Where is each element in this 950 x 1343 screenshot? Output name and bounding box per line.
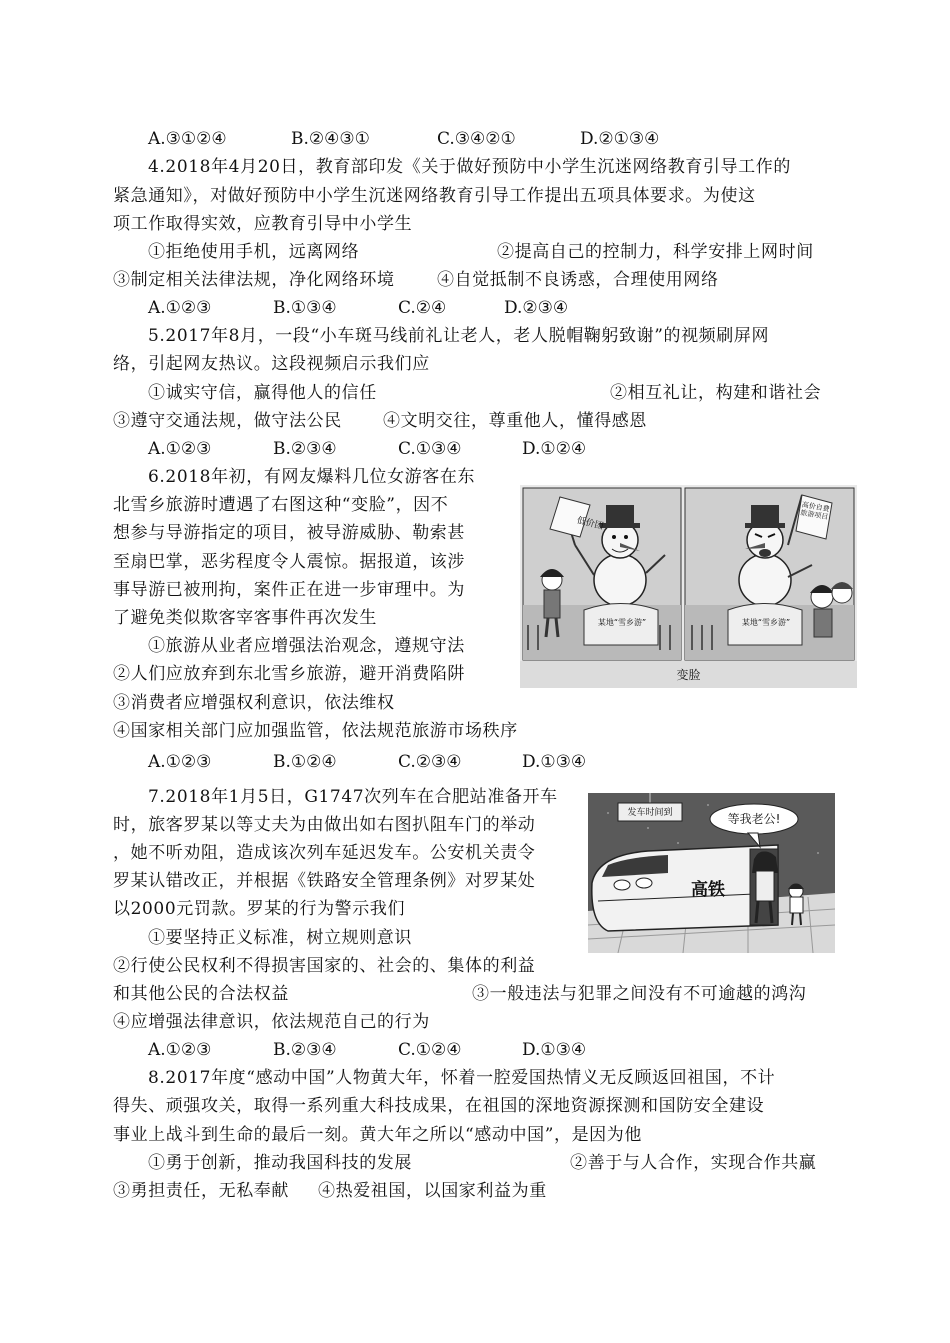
q7-train-label: 高铁 bbox=[691, 880, 725, 900]
q8-stem-line-1: 8.2017年度“感动中国”人物黄大年，怀着一腔爱国热情义无反顾返回祖国，不计 bbox=[148, 1068, 776, 1088]
q7-stem-line-2: 时，旅客罗某以等丈夫为由做出如右图扒阻车门的举动 bbox=[113, 815, 536, 835]
q4-option-b: B.①③④ bbox=[273, 298, 337, 318]
q7-stem-line-1: 7.2018年1月5日，G1747次列车在合肥站准备开车 bbox=[148, 787, 558, 807]
q6-cartoon-figure bbox=[520, 485, 857, 688]
q6-statement-3: ③消费者应增强权利意识，依法维权 bbox=[113, 693, 395, 713]
q6-left-flag-text: 低价团 bbox=[575, 515, 605, 533]
q6-stem-line-6: 了避免类似欺客宰客事件再次发生 bbox=[113, 608, 377, 628]
q7-speech-bubble-text: 等我老公! bbox=[727, 812, 781, 826]
q5-statement-1: ①诚实守信，赢得他人的信任 bbox=[148, 383, 377, 403]
q3-option-b: B.②④③① bbox=[291, 129, 370, 149]
q5-option-b: B.②③④ bbox=[273, 439, 337, 459]
q5-option-c: C.①③④ bbox=[398, 439, 462, 459]
q7-statement-2b: 和其他公民的合法权益 bbox=[113, 984, 289, 1004]
q6-statement-1: ①旅游从业者应增强法治观念，遵规守法 bbox=[148, 636, 465, 656]
q7-option-c: C.①②④ bbox=[398, 1040, 462, 1060]
q3-option-a: A.③①②④ bbox=[148, 129, 227, 149]
q7-statement-4: ④应增强法律意识，依法规范自己的行为 bbox=[113, 1012, 430, 1032]
q6-stem-line-5: 事导游已被刑拘，案件正在进一步审理中。为 bbox=[113, 580, 465, 600]
q7-cartoon-figure bbox=[588, 793, 835, 953]
q8-statement-2: ②善于与人合作，实现合作共赢 bbox=[570, 1153, 817, 1173]
q5-option-a: A.①②③ bbox=[148, 439, 212, 459]
q6-stem-line-4: 至扇巴掌，恶劣程度令人震惊。据报道，该涉 bbox=[113, 552, 465, 572]
q6-left-sign-text: 某地“雪乡游” bbox=[597, 618, 647, 627]
q3-option-d: D.②①③④ bbox=[580, 129, 660, 149]
q5-statement-3: ③遵守交通法规，做守法公民 bbox=[113, 411, 342, 431]
q6-statement-2: ②人们应放弃到东北雪乡旅游，避开消费陷阱 bbox=[113, 664, 465, 684]
q6-stem-line-3: 想参与导游指定的项目，被导游威胁、勒索甚 bbox=[113, 523, 465, 543]
q6-stem-line-2: 北雪乡旅游时遭遇了右图这种“变脸”，因不 bbox=[113, 495, 449, 515]
q7-statement-1: ①要坚持正义标准，树立规则意识 bbox=[148, 928, 412, 948]
q5-statement-4: ④文明交往，尊重他人，懂得感恩 bbox=[383, 411, 647, 431]
q7-option-a: A.①②③ bbox=[148, 1040, 212, 1060]
q6-option-a: A.①②③ bbox=[148, 752, 212, 772]
q4-option-a: A.①②③ bbox=[148, 298, 212, 318]
q6-statement-4: ④国家相关部门应加强监管，依法规范旅游市场秩序 bbox=[113, 721, 518, 741]
q8-stem-line-3: 事业上战斗到生命的最后一刻。黄大年之所以“感动中国”，是因为他 bbox=[113, 1125, 642, 1145]
q4-statement-2: ②提高自己的控制力，科学安排上网时间 bbox=[497, 242, 814, 262]
q4-stem-line-1: 4.2018年4月20日，教育部印发《关于做好预防中小学生沉迷网络教育引导工作的 bbox=[148, 157, 791, 177]
q4-statement-4: ④自觉抵制不良诱惑，合理使用网络 bbox=[437, 270, 719, 290]
q6-right-sign-text: 某地“雪乡游” bbox=[741, 618, 791, 627]
q7-option-d: D.①③④ bbox=[522, 1040, 587, 1060]
q4-statement-3: ③制定相关法律法规，净化网络环境 bbox=[113, 270, 395, 290]
q8-statement-4: ④热爱祖国，以国家利益为重 bbox=[318, 1181, 547, 1201]
q7-station-sign-text: 发车时间到 bbox=[627, 808, 673, 818]
q4-option-c: C.②④ bbox=[398, 298, 447, 318]
q8-stem-line-2: 得失、顽强攻关，取得一系列重大科技成果，在祖国的深地资源探测和国防安全建设 bbox=[113, 1096, 765, 1116]
q5-stem-line-2: 络，引起网友热议。这段视频启示我们应 bbox=[113, 354, 430, 374]
q5-option-d: D.①②④ bbox=[522, 439, 587, 459]
q4-statement-1: ①拒绝使用手机，远离网络 bbox=[148, 242, 360, 262]
q5-stem-line-1: 5.2017年8月，一段“小车斑马线前礼让老人，老人脱帽鞠躬致谢”的视频刷屏网 bbox=[148, 326, 770, 346]
q6-stem-line-1: 6.2018年初，有网友爆料几位女游客在东 bbox=[148, 467, 476, 487]
q8-statement-3: ③勇担责任，无私奉献 bbox=[113, 1181, 289, 1201]
q7-stem-line-5: 以2000元罚款。罗某的行为警示我们 bbox=[113, 899, 406, 919]
q8-statement-1: ①勇于创新，推动我国科技的发展 bbox=[148, 1153, 412, 1173]
q7-statement-2a: ②行使公民权利不得损害国家的、社会的、集体的利益 bbox=[113, 956, 536, 976]
q6-option-b: B.①②④ bbox=[273, 752, 337, 772]
q6-option-d: D.①③④ bbox=[522, 752, 587, 772]
q6-option-c: C.②③④ bbox=[398, 752, 462, 772]
q4-option-d: D.②③④ bbox=[504, 298, 569, 318]
q7-statement-3: ③一般违法与犯罪之间没有不可逾越的鸿沟 bbox=[472, 984, 807, 1004]
q7-stem-line-3: ，她不听劝阻，造成该次列车延迟发车。公安机关责令 bbox=[113, 843, 536, 863]
q4-stem-line-3: 项工作取得实效，应教育引导中小学生 bbox=[113, 214, 413, 234]
q6-right-flag-text: 高价自费旅游项目 bbox=[799, 500, 831, 522]
q4-stem-line-2: 紧急通知》，对做好预防中小学生沉迷网络教育引导工作提出五项具体要求。为使这 bbox=[113, 186, 756, 206]
q6-figure-caption: 变脸 bbox=[676, 668, 701, 682]
q3-option-c: C.③④②① bbox=[437, 129, 516, 149]
q7-option-b: B.②③④ bbox=[273, 1040, 337, 1060]
q7-stem-line-4: 罗某认错改正，并根据《铁路安全管理条例》对罗某处 bbox=[113, 871, 536, 891]
q5-statement-2: ②相互礼让，构建和谐社会 bbox=[610, 383, 822, 403]
